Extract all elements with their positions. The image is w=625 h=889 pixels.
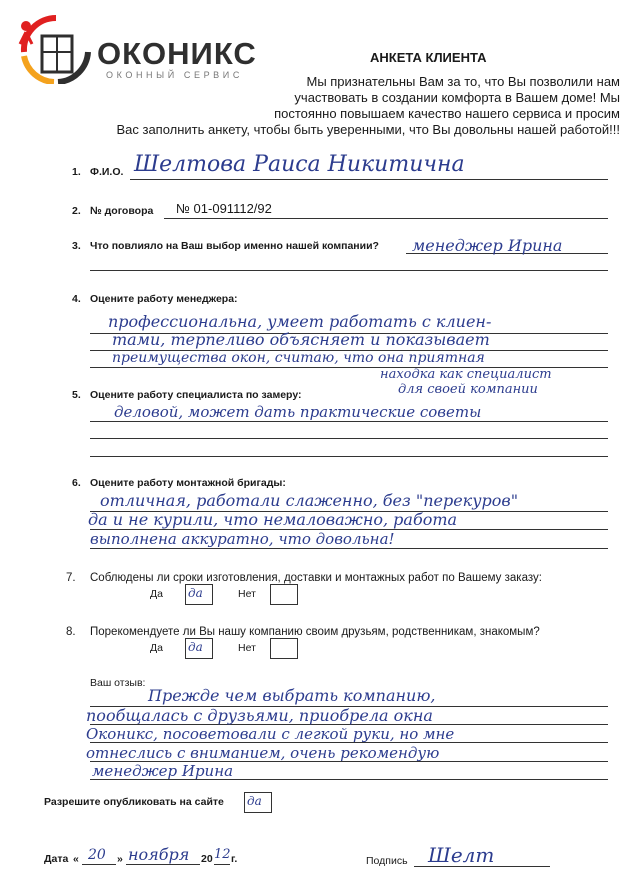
- q6-line: [90, 548, 608, 549]
- q1-number: 1.: [72, 166, 81, 178]
- q3-line: [90, 270, 608, 271]
- q7-yes-checkbox[interactable]: [185, 584, 213, 605]
- review-answer-line[interactable]: Оконикс, посоветовали с легкой руки, но мне: [86, 725, 455, 743]
- q8-yes-checkbox[interactable]: [185, 638, 213, 659]
- review-answer-line[interactable]: пообщалась с друзьями, приобрела окна: [86, 706, 433, 725]
- date-day[interactable]: 20: [88, 847, 106, 863]
- q5-line: [90, 456, 608, 457]
- q4-answer-overflow[interactable]: находка как специалист: [380, 367, 552, 382]
- date-open-quote: «: [73, 853, 79, 865]
- q5-number: 5.: [72, 389, 81, 401]
- q6-answer-line[interactable]: выполнена аккуратно, что довольна!: [90, 530, 395, 548]
- q4-label: Оцените работу менеджера:: [90, 293, 238, 305]
- intro-text: [80, 74, 620, 138]
- q1-label: Ф.И.О.: [90, 166, 124, 178]
- date-year-line: [214, 864, 230, 865]
- q2-line: [164, 218, 608, 219]
- date-day-line: [82, 864, 116, 865]
- review-answer-line[interactable]: отнеслись с вниманием, очень рекомендую: [86, 744, 440, 762]
- q8-yes-mark: да: [188, 640, 203, 654]
- intro-line: Мы признательны Вам за то, что Вы позволили нам: [306, 74, 620, 89]
- q7-label: Соблюдены ли сроки изготовления, доставки и монтажных работ по Вашему заказу:: [90, 572, 542, 584]
- q6-answer-line[interactable]: отличная, работали слаженно, без "перекуров": [100, 491, 519, 510]
- date-year-prefix: 20: [201, 853, 213, 865]
- date-month[interactable]: ноября: [128, 845, 190, 864]
- review-answer-line[interactable]: Прежде чем выбрать компанию,: [148, 686, 436, 705]
- date-label: Дата: [44, 853, 69, 865]
- q4-answer-line[interactable]: профессиональна, умеет работать с клиен-: [108, 312, 492, 331]
- q4-number: 4.: [72, 293, 81, 305]
- q2-contract-number[interactable]: № 01-091112/92: [176, 201, 272, 216]
- q7-number: 7.: [66, 572, 76, 584]
- q4-answer-line[interactable]: преимущества окон, считаю, что она приятная: [112, 350, 485, 366]
- date-month-line: [126, 864, 200, 865]
- date-year-suffix: г.: [231, 853, 238, 865]
- q7-yes-mark: да: [188, 586, 203, 600]
- oconix-logo: [10, 12, 280, 82]
- q4-answer-line[interactable]: тами, терпеливо объясняет и показывает: [112, 330, 490, 349]
- q5-line: [90, 421, 608, 422]
- publish-label: Разрешите опубликовать на сайте: [44, 796, 224, 808]
- signature[interactable]: Шелт: [428, 843, 495, 867]
- q5-label: Оцените работу специалиста по замеру:: [90, 389, 302, 401]
- date-year[interactable]: 12: [214, 847, 231, 862]
- q2-label: № договора: [90, 205, 154, 217]
- logo-tagline: ОКОННЫЙ СЕРВИС: [106, 70, 243, 80]
- q3-answer[interactable]: менеджер Ирина: [412, 236, 563, 255]
- q8-no-checkbox[interactable]: [270, 638, 298, 659]
- q7-no-checkbox[interactable]: [270, 584, 298, 605]
- review-label: Ваш отзыв:: [90, 677, 146, 689]
- q6-number: 6.: [72, 477, 81, 489]
- q3-number: 3.: [72, 240, 81, 252]
- q6-answer-line[interactable]: да и не курили, что немаловажно, работа: [88, 510, 458, 529]
- intro-line: участвовать в создании комфорта в Вашем доме! Мы: [294, 90, 620, 105]
- page-title: АНКЕТА КЛИЕНТА: [370, 50, 487, 65]
- review-answer-line[interactable]: менеджер Ирина: [92, 762, 234, 780]
- q4-answer-overflow[interactable]: для своей компании: [398, 382, 538, 397]
- q7-no-label: Нет: [238, 588, 256, 600]
- q8-no-label: Нет: [238, 642, 256, 654]
- q8-yes-label: Да: [150, 642, 163, 654]
- q5-answer-line[interactable]: деловой, может дать практические советы: [114, 403, 482, 421]
- publish-checkbox[interactable]: [244, 792, 272, 813]
- q8-number: 8.: [66, 626, 76, 638]
- q2-number: 2.: [72, 205, 81, 217]
- intro-line: постоянно повышаем качество нашего сервиса и просим: [274, 106, 620, 121]
- signature-label: Подпись: [366, 855, 408, 867]
- date-close-quote: »: [117, 853, 123, 865]
- q1-line: [130, 179, 608, 180]
- q3-label: Что повлияло на Ваш выбор именно нашей компании?: [90, 240, 379, 252]
- q5-line: [90, 438, 608, 439]
- q7-yes-label: Да: [150, 588, 163, 600]
- logo-name: ОКОНИКС: [97, 36, 257, 71]
- q6-label: Оцените работу монтажной бригады:: [90, 477, 286, 489]
- q1-answer[interactable]: Шелтова Раиса Никитична: [134, 152, 465, 177]
- q8-label: Порекомендуете ли Вы нашу компанию своим друзьям, родственникам, знакомым?: [90, 626, 540, 638]
- publish-mark: да: [247, 794, 262, 808]
- intro-line: Вас заполнить анкету, чтобы быть уверенными, что Вы довольны нашей работой!!!: [116, 122, 620, 137]
